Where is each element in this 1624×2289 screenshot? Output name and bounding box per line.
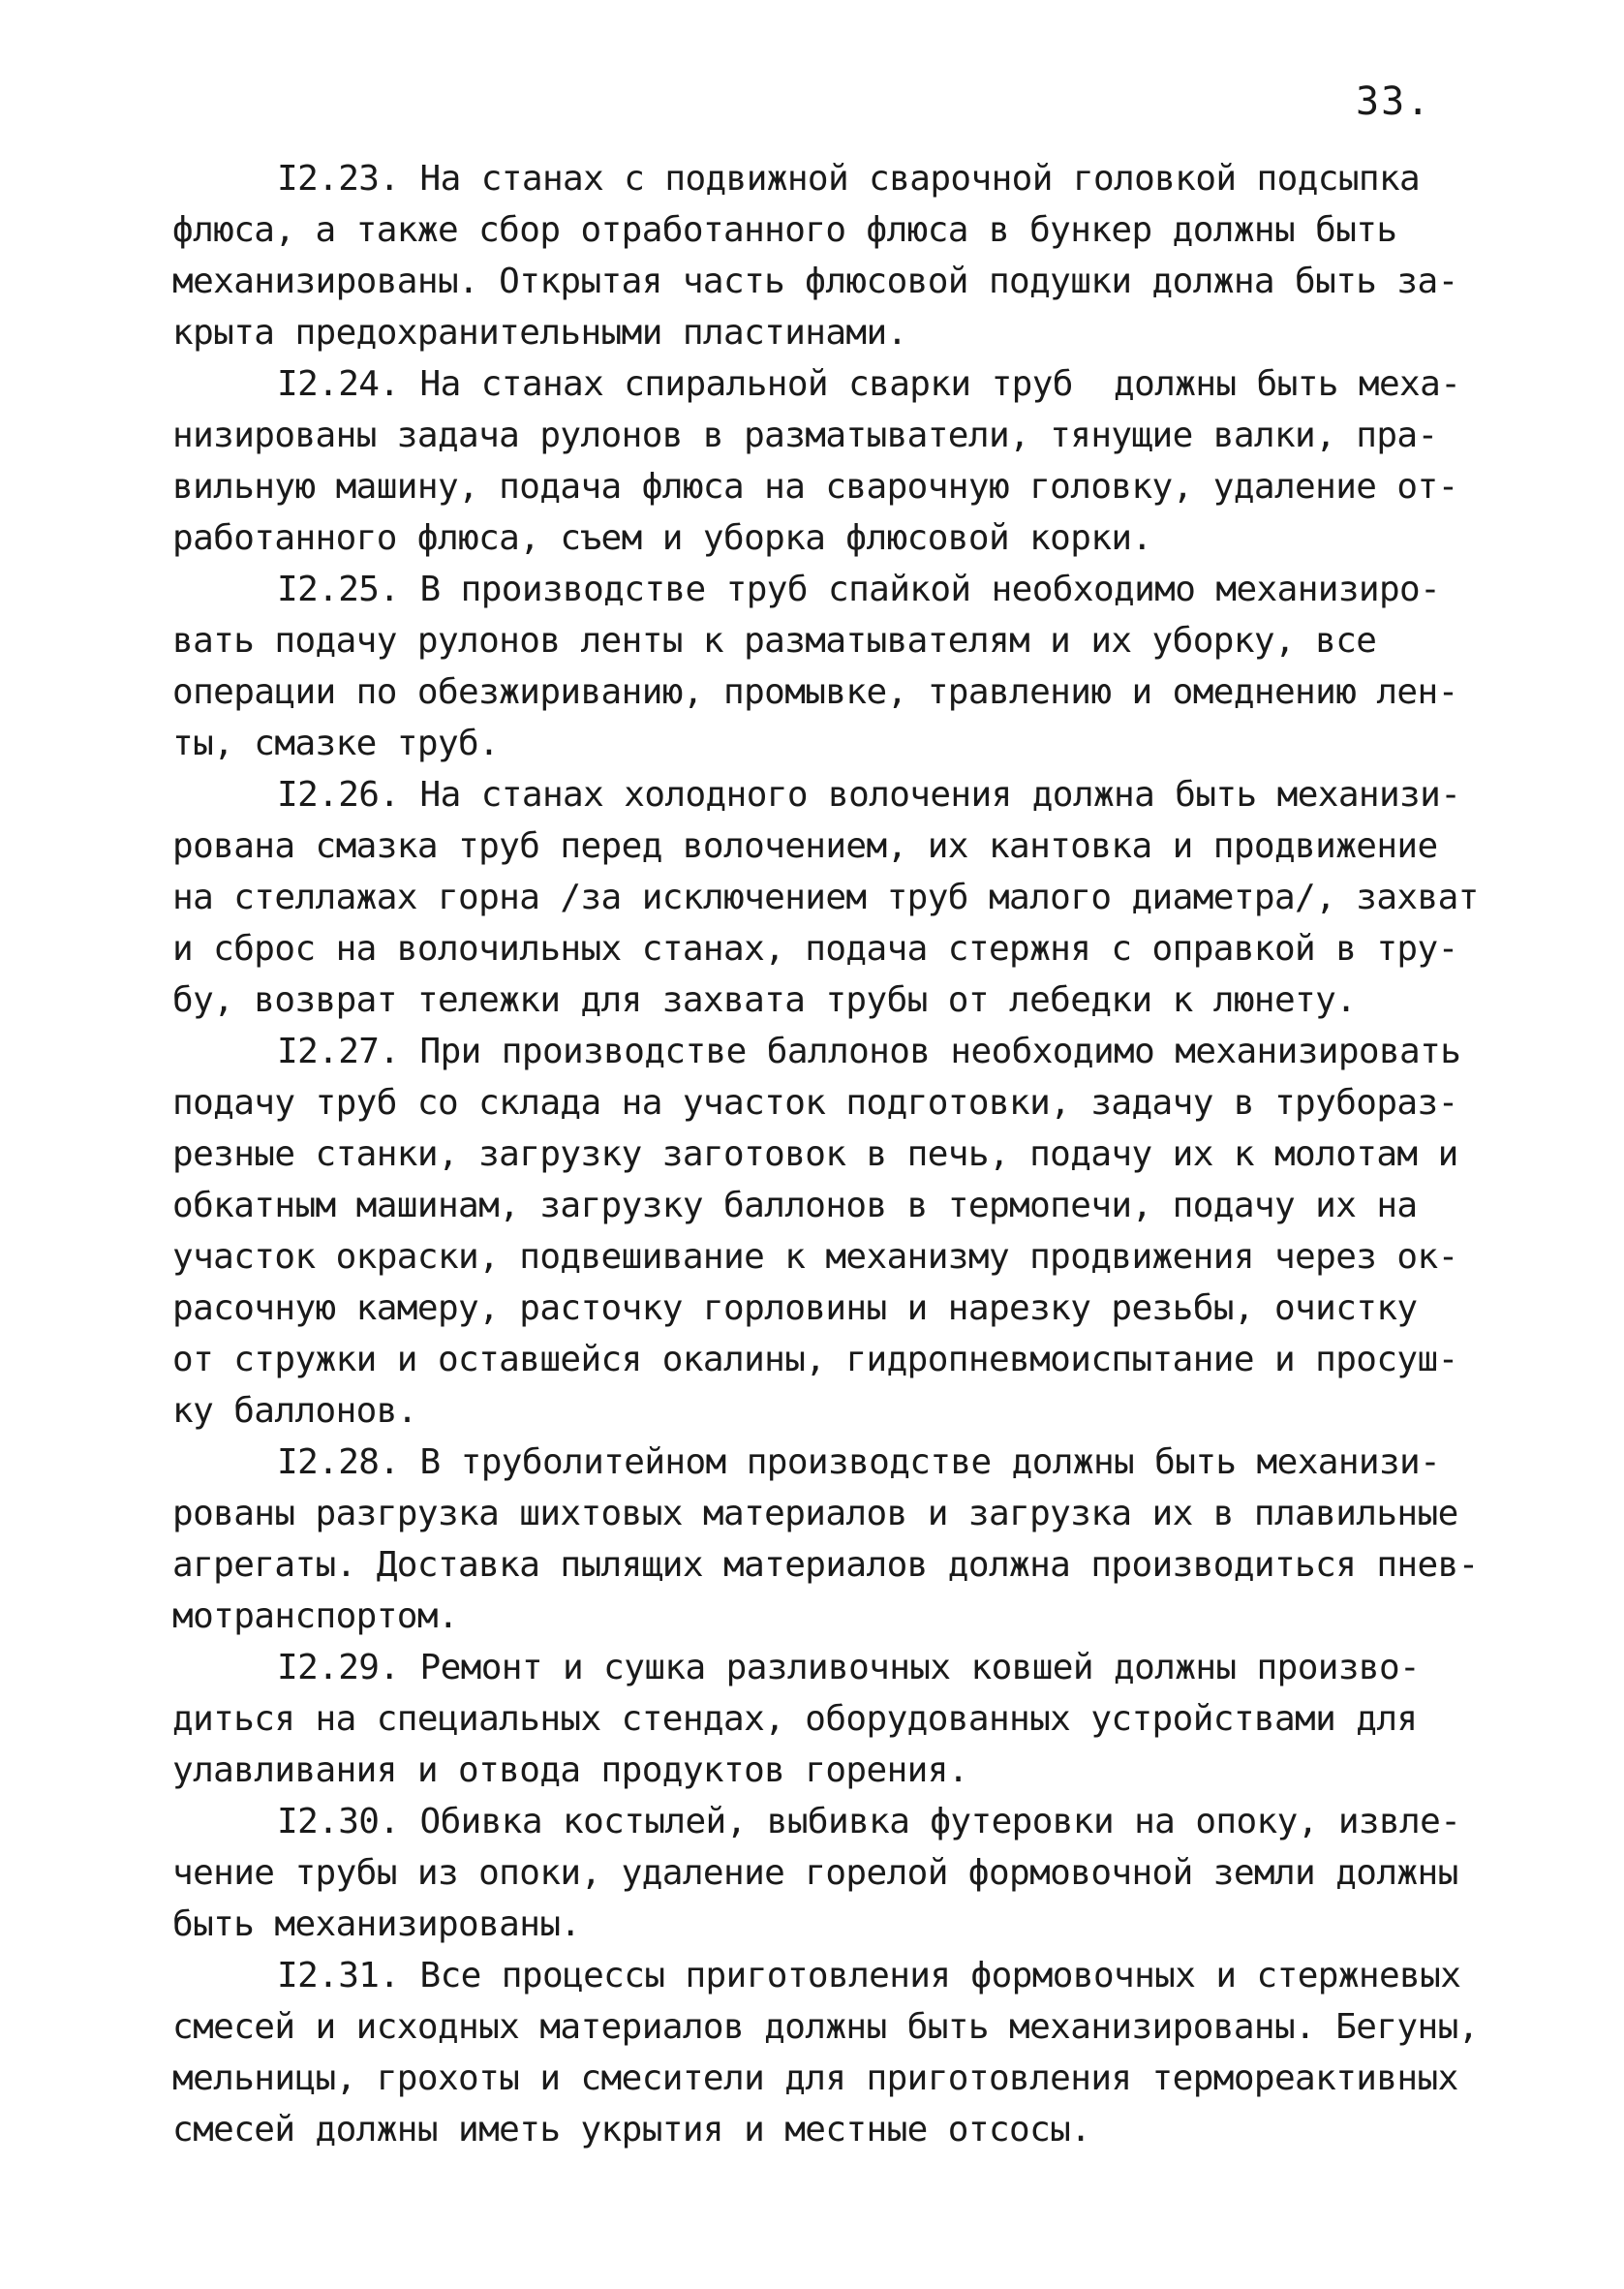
text-line: смесей и исходных материалов должны быть механизированы. Бегуны, [172, 2007, 1479, 2047]
text-line: I2.28. В труболитейном производстве должны быть механизи- [277, 1442, 1441, 1482]
paragraph-12-23 [172, 153, 1518, 358]
text-line: ку баллонов. [172, 1391, 417, 1431]
text-line: низированы задача рулонов в разматыватели, тянущие валки, пра- [172, 416, 1438, 455]
text-line: мотранспортом. [172, 1596, 459, 1636]
text-line: чение трубы из опоки, удаление горелой формовочной земли должны [172, 1853, 1458, 1893]
text-line: диться на специальных стендах, оборудованных устройствами для [172, 1699, 1418, 1739]
text-line: I2.26. На станах холодного волочения должна быть механизи- [277, 775, 1461, 815]
text-line: I2.30. Обивка костылей, выбивка футеровки на опоку, извле- [277, 1802, 1461, 1841]
text-line: механизированы. Открытая часть флюсовой подушки должна быть за- [172, 262, 1458, 301]
paragraph-12-28 [172, 1437, 1518, 1642]
page-number: 33. [1356, 79, 1432, 124]
paragraph-12-24 [172, 358, 1518, 564]
text-line: расочную камеру, расточку горловины и нарезку резьбы, очистку [172, 1288, 1418, 1328]
text-line: I2.29. Ремонт и сушка разливочных ковшей должны произво- [277, 1648, 1421, 1687]
text-line: работанного флюса, съем и уборка флюсовой корки. [172, 518, 1152, 558]
text-line: подачу труб со склада на участок подготовки, задачу в трубораз- [172, 1083, 1458, 1123]
text-line: быть механизированы. [172, 1904, 581, 1944]
text-line: вильную машину, подача флюса на сварочную головку, удаление от- [172, 467, 1458, 507]
text-line: I2.23. На станах с подвижной сварочной головкой подсыпка [277, 159, 1421, 199]
text-line: агрегаты. Доставка пылящих материалов должна производиться пнев- [172, 1545, 1479, 1585]
text-line: и сброс на волочильных станах, подача стержня с оправкой в тру- [172, 929, 1458, 969]
text-line: бу, возврат тележки для захвата трубы от лебедки к люнету. [172, 980, 1357, 1020]
text-line: участок окраски, подвешивание к механизму продвижения через ок- [172, 1237, 1458, 1277]
text-line: I2.25. В производстве труб спайкой необходимо механизиро- [277, 570, 1441, 609]
text-line: обкатным машинам, загрузку баллонов в термопечи, подачу их на [172, 1186, 1418, 1225]
paragraph-12-27 [172, 1026, 1518, 1437]
text-line: I2.31. Все процессы приготовления формовочных и стержневых [277, 1956, 1461, 1995]
text-line: улавливания и отвода продуктов горения. [172, 1750, 968, 1790]
paragraph-12-26 [172, 769, 1518, 1026]
paragraph-12-30 [172, 1796, 1518, 1950]
text-line: мельницы, грохоты и смесители для приготовления термореактивных [172, 2058, 1458, 2098]
text-line: флюса, а также сбор отработанного флюса в бункер должны быть [172, 210, 1397, 250]
text-line: резные станки, загрузку заготовок в печь, подачу их к молотам и [172, 1134, 1458, 1174]
text-line: смесей должны иметь укрытия и местные отсосы. [172, 2110, 1091, 2150]
text-line: ты, смазке труб. [172, 724, 500, 763]
text-line: крыта предохранительными пластинами. [172, 313, 907, 353]
paragraph-12-29 [172, 1642, 1518, 1796]
text-line: I2.27. При производстве баллонов необходимо механизировать [277, 1032, 1461, 1071]
text-line: рована смазка труб перед волочением, их кантовка и продвижение [172, 826, 1438, 866]
text-line: I2.24. На станах спиральной сварки труб должны быть меха- [277, 364, 1461, 404]
paragraph-12-31 [172, 1950, 1518, 2155]
paragraph-12-25 [172, 564, 1518, 769]
text-line: операции по обезжириванию, промывке, травлению и омеднению лен- [172, 672, 1458, 712]
body-text [172, 153, 1518, 2155]
text-line: на стеллажах горна /за исключением труб малого диаметра/, захват [172, 878, 1479, 917]
text-line: вать подачу рулонов ленты к разматывателям и их уборку, все [172, 621, 1377, 661]
text-line: рованы разгрузка шихтовых материалов и загрузка их в плавильные [172, 1494, 1458, 1533]
text-line: от стружки и оставшейся окалины, гидропневмоиспытание и просуш- [172, 1340, 1458, 1379]
